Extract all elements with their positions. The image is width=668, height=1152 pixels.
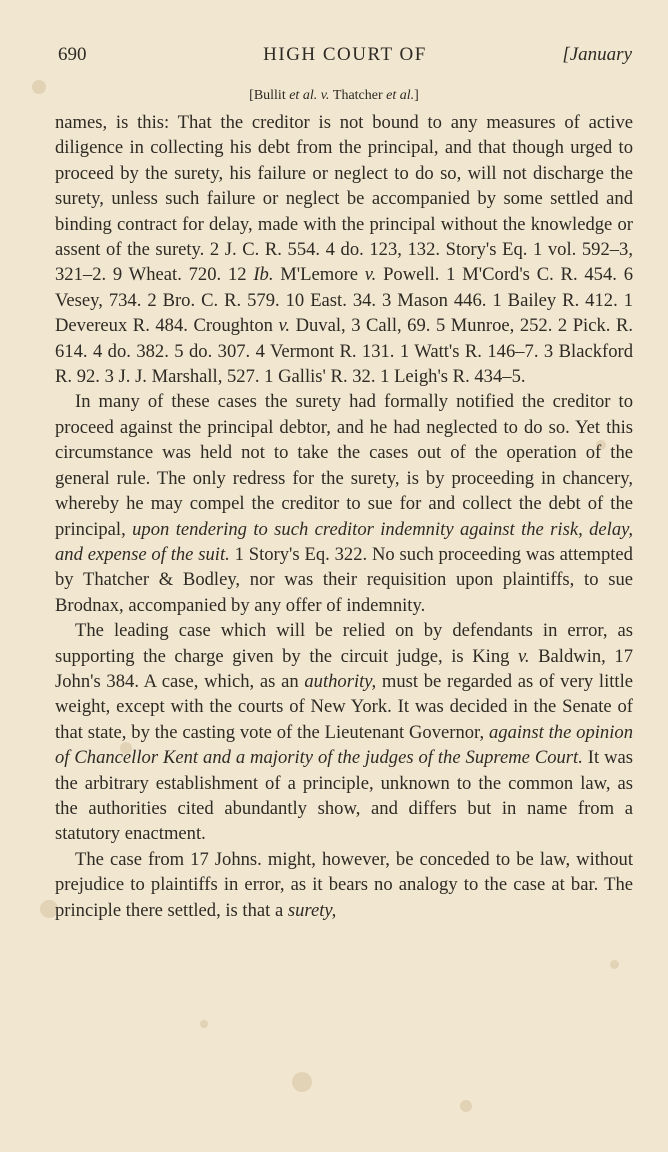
p1-text-4: Duval, 3 Call, 69. 5 Munroe, 252. 2 Pick. R. 614. 4 do. 382. 5 do. 307. 4 Vermont R. 131. 1 Watt's R. 146–7. 3 Blackford R. 92. 3 J. J. Marshall, 527. 1 Gallis' R. 32. 1 Leigh's R. 434–5.: [55, 315, 633, 388]
p3-text-2: Baldwin, 17 John's 384. A case, which, as an: [55, 645, 633, 692]
p1-text-2: M'Lemore: [273, 264, 365, 286]
foxing-spot: [200, 1020, 208, 1028]
p1-text-3: Powell. 1 M'Cord's C. R. 454. 6 Vesey, 734. 2 Bro. C. R. 579. 10 East. 34. 3 Mason 446. 1 Bailey R. 412. 1 Devereux R. 484. Croughton: [55, 264, 634, 337]
foxing-spot: [610, 960, 619, 969]
p4-text: The case from 17 Johns. might, however, be conceded to be law, without prejudice to plaintiffs in error, as it bears no analogy to the case at bar. The principle there settled, is that a: [55, 848, 633, 921]
p1-versus-1: v.: [364, 264, 377, 286]
case-ref-versus: v.: [317, 88, 333, 103]
p3-italic-1: authority,: [304, 670, 377, 692]
p1-text: names, is this: That the creditor is not bound to any measures of active diligence in collecting his debt from the principal, and that though urged to proceed by the surety, his failure or neglect to do so, will not discharge the surety, unless such failure or neglect be accompanied by some settled and binding contract for delay, made with the principal without the knowledge or assent of the surety. 2 J. C. R. 554. 4 do. 123, 132. Story's Eq. 1 vol. 592–3, 321–2. 9 Wheat. 720. 12: [55, 112, 633, 286]
p1-ib: Ib.: [253, 264, 274, 286]
p3-text-4: It was the arbitrary establishment of a principle, unknown to the common law, as the authorities cited abundantly show, and differs but in name from a statutory enactment.: [55, 747, 633, 845]
p1-versus-2: v.: [278, 315, 291, 337]
page-number: 690: [58, 44, 87, 65]
case-ref-close: ]: [414, 88, 419, 103]
foxing-spot: [292, 1072, 312, 1092]
paragraph-2: [55, 389, 633, 618]
running-date: [January: [562, 44, 632, 65]
p2-italic: upon tendering to such creditor indemnity against the risk, delay, and expense of the suit.: [55, 518, 633, 565]
running-header: [58, 44, 632, 72]
p2-text-2: 1 Story's Eq. 322. No such proceeding was attempted by Thatcher & Bodley, nor was their requisition upon plaintiffs, to sue Brodnax, accompanied by any offer of indemnity.: [55, 543, 633, 616]
p4-italic: surety,: [287, 899, 337, 921]
paragraph-4: [55, 847, 633, 923]
case-ref-etal-2: et al.: [386, 88, 415, 103]
page-body: [55, 110, 633, 923]
p3-italic-2: against the opinion of Chancellor Kent and a majority of the judges of the Supreme Court.: [55, 721, 633, 769]
foxing-spot: [460, 1100, 472, 1112]
case-ref-name-2: Thatcher: [332, 88, 387, 103]
running-title: HIGH COURT OF: [263, 44, 427, 65]
p3-versus: v.: [518, 645, 530, 667]
paragraph-1: [55, 110, 633, 389]
case-reference: [0, 88, 668, 104]
case-ref-etal-1: et al.: [289, 88, 318, 103]
p3-text-3: must be regarded as of very little weight, except with the courts of New York. It was decided in the Senate of that state, by the casting vote of the Lieutenant Governor,: [55, 670, 633, 743]
p3-text: The leading case which will be relied on by defendants in error, as supporting the charge given by the circuit judge, is King: [55, 620, 633, 667]
paragraph-3: [55, 618, 633, 847]
case-ref-open: [Bullit: [249, 88, 290, 103]
p2-text: In many of these cases the surety had formally notified the creditor to proceed against the principal debtor, and he had neglected to do so. Yet this circumstance was held not to take the cases out of the operation of the general rule. The only redress for the surety, is by proceeding in chancery, whereby he may compel the creditor to sue for and collect the debt of the principal,: [55, 391, 633, 540]
